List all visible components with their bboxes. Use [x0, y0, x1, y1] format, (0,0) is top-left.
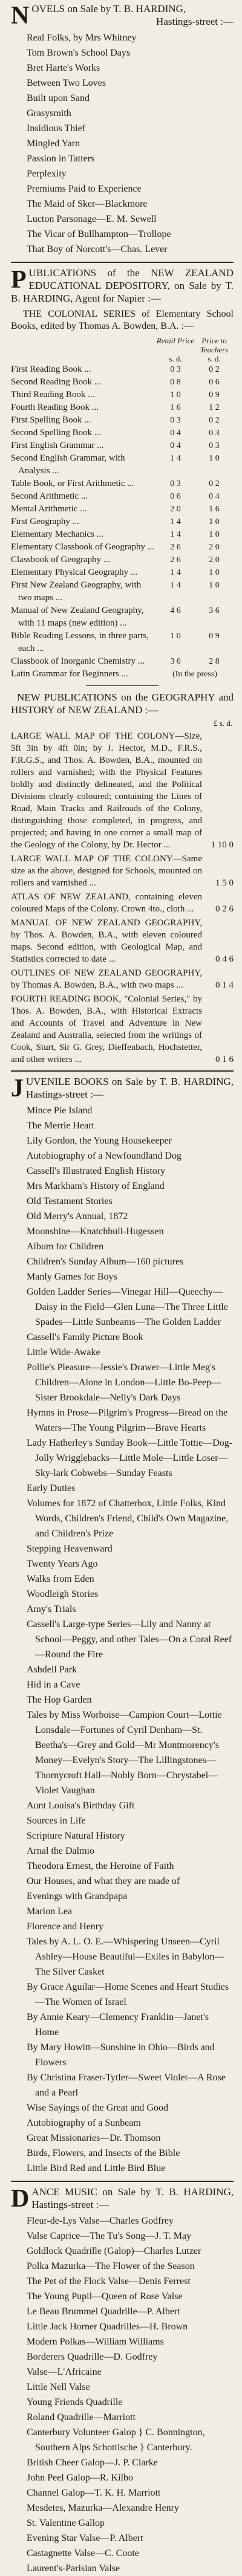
novels-heading-text: OVELS on Sale by T. B. HARDING,	[31, 3, 186, 15]
table-row	[11, 554, 234, 566]
short-divider	[86, 685, 159, 686]
list-item: Old Testament Stories	[27, 1196, 113, 1206]
list-item: Mrs Markham's History of England	[27, 1181, 165, 1191]
list-item: Manly Games for Boys	[27, 1272, 117, 1282]
list-item: Wise Sayings of the Great and Good	[27, 2103, 168, 2113]
list-item: Le Beau Brummel Quadrille—P. Albert	[27, 2306, 180, 2317]
teachers-price: 1 0	[209, 454, 220, 463]
novels-drop-cap: N	[11, 2, 30, 30]
teachers-price: 0 6	[209, 378, 220, 387]
book-title: Elementary Physical Geography ...	[11, 568, 138, 577]
table-row	[11, 528, 234, 541]
geography-item-text: ATLAS OF NEW ZEALAND, containing eleven coloured Maps of the Colony. Crown 4to., cloth ...	[11, 892, 202, 914]
list-item: By Christina Fraser-Tytler—Sweet Violet—A Rose and a Pearl	[27, 2073, 226, 2098]
book-title: Classbook of Inorganic Chemistry ...	[11, 656, 145, 666]
list-item: Perplexity	[27, 169, 67, 179]
list-item: The Hop Garden	[27, 1695, 92, 1705]
list-item: Mince Pie Island	[27, 1105, 93, 1116]
list-item: Arnal the Dalmio	[27, 1846, 94, 1856]
list-item: Autobiography of a Newfoundland Dog	[27, 1151, 182, 1161]
teachers-price: 1 0	[209, 517, 220, 526]
publications-drop-cap: P	[11, 266, 27, 294]
list-item: Goldlock Quadrille (Galop)—Charles Lutzer	[27, 2246, 201, 2256]
geography-item-price: 0 1 4	[215, 980, 234, 990]
list-item	[11, 730, 234, 851]
teachers-price: 0 2	[209, 479, 220, 488]
list-item: Hid in a Cave	[27, 1680, 80, 1690]
list-item: Built upon Sand	[27, 93, 90, 103]
list-item: Tom Brown's School Days	[27, 48, 131, 58]
list-item: Marion Lea	[27, 1906, 73, 1917]
list-item: The Merrie Heart	[27, 1121, 94, 1131]
list-item: By Grace Aguilar—Home Scenes and Heart Studies—The Women of Israel	[27, 1982, 229, 2007]
retail-price: 3 6	[170, 657, 181, 666]
list-item	[11, 891, 234, 915]
geography-units: £ s. d.	[213, 719, 232, 728]
table-row	[11, 516, 234, 528]
dance-heading-text: ANCE MUSIC on Sale by T. B. HARDING, Hastings-street :—	[31, 2186, 234, 2210]
list-item: Volumes for 1872 of Chatterbox, Little Folks, Kind Words, Children's Friend, Child's Own Magazine, and Children's Prize	[27, 1498, 229, 1539]
list-item	[11, 993, 234, 1066]
list-item: Birds, Flowers, and Insects of the Bible	[27, 2148, 180, 2158]
list-item: Early Duties	[27, 1483, 76, 1493]
teachers-units: s. d.	[208, 354, 221, 363]
retail-price: 1 4	[170, 530, 181, 539]
teachers-price: 0 9	[209, 390, 220, 400]
list-item: Polka Mazurka—The Flower of the Season	[27, 2261, 195, 2271]
list-item: By Annie Keary—Clemency Franklin—Janet's Home	[27, 2012, 209, 2037]
table-row	[11, 503, 234, 516]
geography-advert	[11, 691, 234, 1066]
table-row	[11, 655, 234, 668]
list-item: Modern Polkas—William Williams	[27, 2337, 164, 2347]
book-rows	[11, 363, 234, 681]
book-title: Elementary Classbook of Geography ...	[11, 542, 155, 552]
list-item: Sources in Life	[27, 1816, 86, 1826]
table-row	[11, 630, 234, 655]
list-item: Stepping Heavenward	[27, 1544, 113, 1554]
teachers-header: Price to Teachers	[200, 336, 229, 354]
list-item: Ashdell Park	[27, 1665, 77, 1675]
geography-items	[11, 730, 234, 1066]
list-item: Little Nell Valse	[27, 2382, 90, 2392]
table-row	[11, 452, 234, 477]
book-title: First Geography ...	[11, 517, 79, 526]
retail-price: 1 0	[170, 390, 181, 400]
list-item: Moonshine—Knatchbull-Hugessen	[27, 1226, 164, 1237]
table-row	[11, 376, 234, 389]
list-item: Grasysmith	[27, 108, 71, 118]
list-item: Aunt Louisa's Birthday Gift	[27, 1801, 135, 1811]
teachers-price: 1 0	[209, 568, 220, 577]
list-item: John Peel Galop—R. Kilbo	[27, 2473, 133, 2483]
teachers-price: 2 0	[209, 543, 220, 552]
dance-heading	[11, 2186, 234, 2211]
list-item: Pollie's Pleasure—Jessie's Drawer—Little Meg's Children—Alone in London—Little Bo-Peep—Sister Brookdale—Nelly's Dark Days	[27, 1362, 221, 1403]
list-item: Cassell's Large-type Series—Lily and Nanny at School—Peggy, and other Tales—On a Coral Reef—Round the Fire	[27, 1619, 232, 1660]
list-item: Bret Harte's Works	[27, 63, 100, 73]
list-item: Twenty Years Ago	[27, 1559, 98, 1569]
list-item: Florence and Henry	[27, 1921, 104, 1932]
list-item: The Maid of Sker—Blackmore	[27, 199, 148, 209]
table-row	[11, 477, 234, 490]
list-item: Mesdetes, Mazurka—Alexandre Henry	[27, 2503, 179, 2513]
teachers-price: 1 6	[209, 505, 220, 514]
list-item: Hymns in Prose—Pilgrim's Progress—Bread on the Waters—The Young Pilgrim—Brave Hearts	[27, 1408, 228, 1433]
book-title: Classbook of Geography ...	[11, 555, 111, 565]
teachers-price: 2 0	[209, 555, 220, 565]
list-item: Woodleigh Stories	[27, 1589, 99, 1599]
table-row	[11, 604, 234, 630]
list-item: Tales by A. L. O. E.—Whispering Unseen—Cyril Ashley—House Beautiful—Exiles in Babylon—The Silver Casket	[27, 1937, 224, 1977]
price-units	[11, 354, 234, 363]
book-title: First English Grammar ...	[11, 441, 104, 450]
geography-item-text: MANUAL OF NEW ZEALAND GEOGRAPHY, by Thos. A. Bowden, B.A., with eleven coloured maps. Second edition, with Geological Map, and Statistics corrected to date ...	[11, 918, 202, 964]
list-item: Evenings with Grandpapa	[27, 1891, 128, 1901]
table-row	[11, 439, 234, 452]
juvenile-heading	[11, 1075, 234, 1101]
teachers-price: 0 9	[209, 632, 220, 641]
book-price-table	[11, 363, 234, 681]
table-row	[11, 566, 234, 579]
table-row	[11, 541, 234, 554]
list-item: Real Folks, by Mrs Whitney	[27, 33, 137, 43]
section-divider	[11, 1070, 234, 1072]
list-item: Between Two Loves	[27, 78, 106, 88]
list-item: British Cheer Galop—J. P. Clarke	[27, 2458, 158, 2468]
juvenile-list	[11, 1103, 234, 2176]
retail-price: 0 4	[170, 441, 181, 450]
table-row	[11, 401, 234, 414]
list-item: Castagnette Valse—C. Coote	[27, 2548, 139, 2558]
list-item: Passion in Tatters	[27, 154, 95, 164]
list-item: The Pet of the Flock Valse—Denis Ferrest	[27, 2276, 191, 2286]
list-item: Autobiography of a Sunbeam	[27, 2118, 141, 2128]
retail-price: 1 4	[170, 517, 181, 526]
table-row	[11, 427, 234, 439]
table-row	[11, 579, 234, 604]
list-item: Roland Quadrille—Marriott	[27, 2412, 136, 2422]
list-item: Valse—L'Africaine	[27, 2367, 102, 2377]
list-item: Our Houses, and what they are made of	[27, 1876, 180, 1886]
list-item: The Young Pupil—Queen of Rose Valse	[27, 2291, 183, 2302]
list-item: Old Merry's Annual, 1872	[27, 1211, 128, 1222]
retail-price: 1 4	[170, 568, 181, 577]
list-item	[11, 917, 234, 965]
book-title: Table Book, or First Arithmetic ...	[11, 479, 134, 488]
list-item: Golden Ladder Series—Vinegar Hill—Queechy—Daisy in the Field—Glen Luna—The Three Little Spades—Little Sunbeams—The Golden Ladder	[27, 1287, 228, 1327]
book-title: Second Reading Book ...	[11, 377, 102, 387]
retail-price: 0 4	[170, 429, 181, 438]
geography-item-text: OUTLINES OF NEW ZEALAND GEOGRAPHY, by Thomas A. Bowden, B.A., with two maps ...	[11, 968, 202, 990]
juvenile-heading-text: UVENILE BOOKS on Sale by T. B. HARDING, Hastings-street :—	[26, 1076, 234, 1100]
list-item: Channel Galop—T. K. H. Marriott	[27, 2488, 161, 2498]
geography-item-price: 1 5 0	[215, 878, 234, 888]
retail-price: (In the press)	[172, 670, 217, 679]
teachers-price: 1 0	[209, 581, 220, 590]
book-title: Manual of New Zealand Geography, with 11 maps (new edition) ...	[11, 606, 144, 628]
list-item: Album for Children	[27, 1241, 104, 1252]
book-title: Bible Reading Lessons, in three parts, each ...	[11, 631, 149, 653]
list-item: Premiums Paid to Experience	[27, 184, 142, 194]
publications-heading-text: UBLICATIONS of the NEW ZEALAND EDUCATIONAL DEPOSITORY, on Sale by T. B. HARDING, Agent for Napier :—	[11, 267, 234, 304]
price-column-headers	[11, 336, 234, 354]
book-title: Second English Grammar, with Analysis ...	[11, 453, 125, 476]
teachers-price: 2 8	[209, 657, 220, 666]
teachers-price: 3 6	[209, 606, 220, 615]
list-item: Laurent's-Parisian Valse	[27, 2563, 120, 2574]
book-title: Third Reading Book ...	[11, 390, 95, 400]
geography-item-text: LARGE WALL MAP OF THE COLONY—Size, 5ft 3in by 4ft 0in; by J. Hector, M.D., F.R.S., F.R.G.S., and Thos. A. Bowden, B.A., mounted on rollers and varnished; with the Physical Features boldly and distinctly delineated, and the Political Divisions clearly coloured; containing the Lines of Road, Main Tracks and Railroads of the Colony, distinguishing those completed, in progress, and projected; and having in one corner a small map of the Geology of the Colony, by Dr. Hector ...	[11, 731, 202, 850]
series-intro: THE COLONIAL SERIES of Elementary School Books, edited by Thomas A. Bowden, B.A. :—	[11, 309, 234, 331]
list-item: St. Valentine Gallop	[27, 2518, 105, 2528]
list-item: Little Jack Horner Quadrilles—H. Brown	[27, 2322, 188, 2332]
list-item	[11, 967, 234, 991]
book-title: Mental Arithmetic ...	[11, 504, 87, 514]
book-title: First Spelling Book ...	[11, 415, 91, 425]
table-row	[11, 363, 234, 376]
novels-advert	[11, 2, 234, 257]
section-divider	[11, 262, 234, 263]
list-item: Insidious Thief	[27, 123, 86, 134]
retail-price: 4 6	[170, 606, 181, 615]
retail-price: 0 6	[170, 492, 181, 501]
dance-advert	[11, 2186, 234, 2576]
retail-price: 2 6	[170, 543, 181, 552]
list-item: Lady Hatherley's Sunday Book—Little Tottie—Dog-Jolly Wrigglebacks—Little Mole—Little Loser—Sky-lark Cobwebs—Sunday Feasts	[27, 1438, 233, 1478]
juvenile-drop-cap: J	[11, 1075, 24, 1102]
juvenile-advert	[11, 1075, 234, 2176]
retail-price: 0 3	[170, 479, 181, 488]
retail-header: Retail Price	[156, 336, 195, 345]
table-row	[11, 389, 234, 401]
geography-item-text: FOURTH READING BOOK, "Colonial Series," by Thos. A. Bowden, B.A., with Historical Extracts and Accounts of Travel and Adventure in New Zealand and Australia, selected from the writings of Cook, Sturt, Sir G. Grey, Dieffenbach, Hochstetter, and other writers ...	[11, 994, 202, 1064]
retail-price: 1 6	[170, 403, 181, 412]
book-title: First New Zealand Geography, with two maps ...	[11, 580, 142, 603]
geography-item-price: 0 4 6	[215, 954, 234, 964]
table-row	[11, 414, 234, 427]
teachers-price: 0 3	[209, 441, 220, 450]
list-item: Little Wide-Awake	[27, 1347, 100, 1358]
book-title: Elementary Mechanics ...	[11, 529, 103, 539]
list-item: Little Bird Red and Little Bird Blue	[27, 2163, 166, 2173]
list-item: Lucton Parsonage—E. M. Sewell	[27, 214, 157, 224]
novels-heading	[11, 2, 234, 28]
teachers-price: 1 0	[209, 530, 220, 539]
list-item: The Vicar of Bullhampton—Trollope	[27, 229, 171, 239]
retail-price: 2 0	[170, 505, 181, 514]
retail-units: s. d.	[169, 354, 182, 363]
book-title: Second Spelling Book ...	[11, 428, 102, 438]
geography-item-price: 0 2 6	[215, 904, 234, 914]
list-item: That Boy of Norcott's—Chas. Lever	[27, 244, 168, 254]
list-item: By Mary Howitt—Sunshine in Ohio—Birds and Flowers	[27, 2042, 215, 2068]
list-item: Evening Star Valse—P. Albert	[27, 2533, 143, 2543]
table-row	[11, 490, 234, 503]
list-item: Cassell's Family Picture Book	[27, 1332, 143, 1342]
retail-price: 1 4	[170, 581, 181, 590]
teachers-price: 0 4	[209, 492, 220, 501]
list-item: Walks from Eden	[27, 1574, 94, 1584]
retail-price: 1 0	[170, 632, 181, 641]
book-title: Fourth Reading Book ...	[11, 403, 99, 412]
list-item: Amy's Trials	[27, 1604, 76, 1614]
book-title: First Reading Book ...	[11, 364, 91, 374]
list-item: Great Missionaries—Dr. Thomson	[27, 2133, 161, 2143]
retail-price: 2 6	[170, 555, 181, 565]
section-divider	[11, 2181, 234, 2182]
list-item: Children's Sunday Album—160 pictures	[27, 1257, 184, 1267]
book-title: Second Arithmetic ...	[11, 491, 88, 501]
list-item: Cassell's Illustrated English History	[27, 1166, 166, 1176]
list-item: Tales by Miss Worboise—Campion Court—Lottie Lonsdale—Fortunes of Cyril Denham—St. Beetha's—Grey and Gold—Mr Montmorency's Money—Evelyn's Story—The Lillingstones—Thornycroft Hall—Nobly Born—Chrystabel—Violet Vaughan	[27, 1710, 222, 1796]
dance-drop-cap: D	[11, 2185, 30, 2213]
list-item: Valse Caprice—The Tu's Song—J. T. May	[27, 2231, 192, 2241]
geography-item-price: 0 1 6	[215, 1055, 234, 1064]
list-item: Fleur-de-Lys Valse—Charles Godfrey	[27, 2216, 174, 2226]
teachers-price: 1 2	[209, 403, 220, 412]
table-row	[11, 668, 234, 681]
list-item: Scripture Natural History	[27, 1831, 125, 1841]
retail-price: 0 3	[170, 365, 181, 374]
list-item: Mingled Yarn	[27, 138, 80, 149]
dance-list	[11, 2213, 234, 2576]
publications-heading	[11, 267, 234, 305]
novels-list	[11, 30, 234, 257]
teachers-price: 0 2	[209, 365, 220, 374]
list-item: Lily Gordon, the Young Housekeeper	[27, 1136, 172, 1146]
publications-advert	[11, 267, 234, 681]
teachers-price: 0 3	[209, 429, 220, 438]
geography-item-price: 1 10 0	[211, 840, 234, 850]
retail-price: 0 3	[170, 416, 181, 425]
book-title: Latin Grammar for Beginners ...	[11, 669, 128, 679]
novels-street: Hastings-street :—	[156, 16, 234, 27]
list-item	[11, 853, 234, 889]
list-item: Young Friends Quadrille	[27, 2397, 123, 2407]
geography-heading: NEW PUBLICATIONS on the GEOGRAPHY and HISTORY of NEW ZEALAND :—	[11, 691, 234, 716]
list-item: Borderers Quadrille—D. Godfrey	[27, 2352, 158, 2362]
retail-price: 0 8	[170, 378, 181, 387]
retail-price: 1 4	[170, 454, 181, 463]
list-item: Theodora Ernest, the Heroine of Faith	[27, 1861, 174, 1871]
list-item: Canterbury Volunteer Galop } C. Bonnington, Southern Alps Schottische } Canterbury.	[27, 2427, 205, 2453]
geography-item-text: LARGE WALL MAP OF THE COLONY—Same size as the above, designed for Schools, mounted on rollers and varnished ...	[11, 854, 202, 888]
teachers-price: 0 2	[209, 416, 220, 425]
